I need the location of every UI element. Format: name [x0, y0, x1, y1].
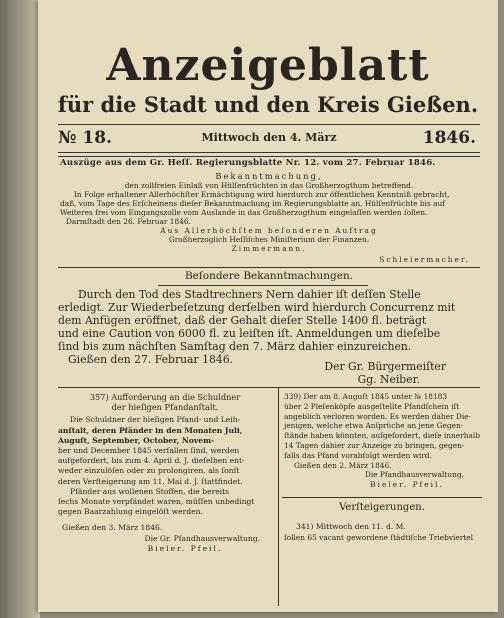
- notice-357-names: Bieler. Pfeil.: [147, 543, 223, 553]
- gazette-heading: Auszüge aus dem Gr. Heſſ. Regierungsblatte Nr. 12. vom 27. Februar 1846.: [60, 158, 436, 168]
- masthead-subtitle: für die Stadt und den Kreis Gießen.: [57, 92, 479, 117]
- notice-357-line: aufgefordert, bis zum 4. April d. J. dieſelben ent-: [58, 456, 245, 466]
- special-dateline: Gießen den 27. Februar 1846.: [68, 353, 234, 366]
- masthead-rule: [58, 124, 480, 125]
- gazette-signature: Schleiermacher.: [379, 255, 470, 264]
- gazette-authority-line: Zimmermann.: [231, 244, 307, 253]
- special-body: [58, 288, 482, 366]
- notice-339-line: falls das Pfand vorabfolgt werden wird.: [284, 450, 432, 460]
- notice-339-line: über 2 Pleſenköpfe ausgeſtellte Pfandſchein iſt: [284, 401, 460, 411]
- special-body-line: Durch den Tod des Stadtrechners Nern dahier iſt deſſen Stelle: [78, 288, 421, 301]
- gazette-body-line: daß, vom Tage des Erſcheinens dieſer Bekanntmachung im Regierungsblatte an, Hülſenfrüchte bis auf: [60, 199, 446, 208]
- notice-339: [284, 392, 480, 490]
- gazette-body-line: Weiteres frei vom Eingangszolle vom Auslande in das Großherzogthum eingelaſſen werden ſollen.: [60, 208, 428, 217]
- notice-339-office: Die Pfandhausverwaltung.: [364, 470, 464, 480]
- gazette-body: [60, 190, 478, 226]
- auctions-heading: Verſteigerungen.: [339, 502, 425, 513]
- auction-341-line: 341) Mittwoch den 11. d. M.: [296, 522, 406, 531]
- notice-357-office: Die Gr. Pfandhausverwaltung.: [144, 533, 260, 543]
- issue-rule: [58, 152, 480, 157]
- column-divider: [278, 388, 279, 606]
- gazette-subject: den zollfreien Einlaß von Hülſenfrüchten in das Großherzogthum betreffend.: [124, 181, 414, 190]
- special-heading: Beſondere Bekanntmachungen.: [184, 270, 354, 282]
- issue-number: № 18.: [58, 128, 112, 148]
- auction-341-line: ſollen 65 vacant gewordene ſtädtiſche Triebviertel: [284, 533, 473, 542]
- notice-357-line: deren Verſteigerung am 11. Mai d. J. ſtattfindet.: [58, 476, 243, 486]
- notice-339-line: angeblich verloren worden. Es werden daher Die-: [284, 411, 472, 421]
- notice-357-line: anſtalt, deren Pfänder in den Monaten Juli,: [58, 425, 243, 435]
- issue-year: 1846.: [422, 128, 476, 148]
- notice-339-line: jenigen, welche etwa Anſprüche an jene Gegen-: [284, 421, 464, 431]
- gazette-authority-line: Großherzoglich Heſſiſches Miniſterium der Finanzen.: [168, 235, 370, 244]
- columns-rule: [58, 387, 480, 388]
- notice-357: [58, 392, 272, 554]
- notice-357-line: gegen Baarzahlung eingelöſt werden.: [58, 507, 203, 517]
- notice-339-names: Bieler. Pfeil.: [370, 480, 444, 490]
- book-spine-shadow: [0, 0, 40, 618]
- newspaper-page: [38, 0, 498, 612]
- notice-357-heading: der hieſigen Pfandanſtalt.: [111, 402, 219, 413]
- issue-line: [58, 128, 480, 150]
- auctions-rule: [282, 497, 482, 498]
- gazette-dateline: Darmſtadt den 26. Februar 1846.: [66, 217, 191, 226]
- notice-339-line: 339) Der am 8. Auguſt 1845 unter № 18183: [284, 392, 448, 401]
- issue-date: Mittwoch den 4. März: [201, 131, 337, 144]
- special-body-line: und eine Caution von 6000 fl. zu leiſten iſt. Anmeldungen um dieſelbe: [58, 327, 441, 340]
- notice-357-line: ſechs Monate verpfändet waren, müſſen unbedingt: [58, 497, 255, 507]
- notice-339-line: ſtände haben könnten, aufgefordert, dieſe innerhalb: [284, 431, 480, 441]
- gazette-authority-line: Aus Allerhöchſtem beſonderen Auftrag: [160, 226, 378, 235]
- notice-339-line: 14 Tagen dahier zur Anzeige zu bringen, gegen-: [284, 440, 465, 450]
- special-body-line: erledigt. Zur Wiederbeſetzung derſelben wird hierdurch Concurrenz mit: [58, 301, 456, 314]
- special-body-line: ſind bis zum nächſten Samſtag den 7. März dahier einzureichen.: [58, 340, 412, 353]
- special-signer: Der Gr. Bürgermeiſter: [324, 360, 446, 373]
- masthead-title: Anzeigeblatt: [106, 40, 430, 91]
- special-heading-rule: [158, 285, 368, 286]
- special-body-line: dem Anfügen eröffnet, daß der Gehalt dieſer Stelle 1400 fl. beträgt: [58, 314, 427, 327]
- special-signer-name: Gg. Neiber.: [357, 373, 420, 386]
- notice-339-dateline: Gießen den 2. März 1846.: [294, 460, 392, 470]
- gazette-title: Bekanntmachung,: [215, 171, 323, 181]
- notice-357-heading: 357) Aufforderung an die Schuldner: [89, 392, 241, 402]
- notice-357-line: Die Schuldner der hieſigen Pfand- und Leih-: [70, 415, 241, 425]
- gazette-authority: [60, 226, 478, 253]
- section-rule: [58, 267, 480, 268]
- gazette-body-line: In Folge erhaltener Allerhöchſter Ermächtigung wird hierdurch zur öffentlichen Kenntniß gebracht,: [74, 190, 450, 199]
- notice-357-dateline: Gießen den 3. März 1846.: [62, 523, 163, 533]
- notice-357-line: ber und December 1845 verfallen ſind, werden: [58, 446, 240, 456]
- notice-357-line: Pfänder aus wollenen Stoffen, die bereits: [70, 486, 230, 496]
- notice-357-line: weder einzulöſen oder zu prolongiren, als ſonſt: [58, 466, 240, 476]
- notice-357-line: Auguſt, September, October, Novem-: [58, 435, 215, 445]
